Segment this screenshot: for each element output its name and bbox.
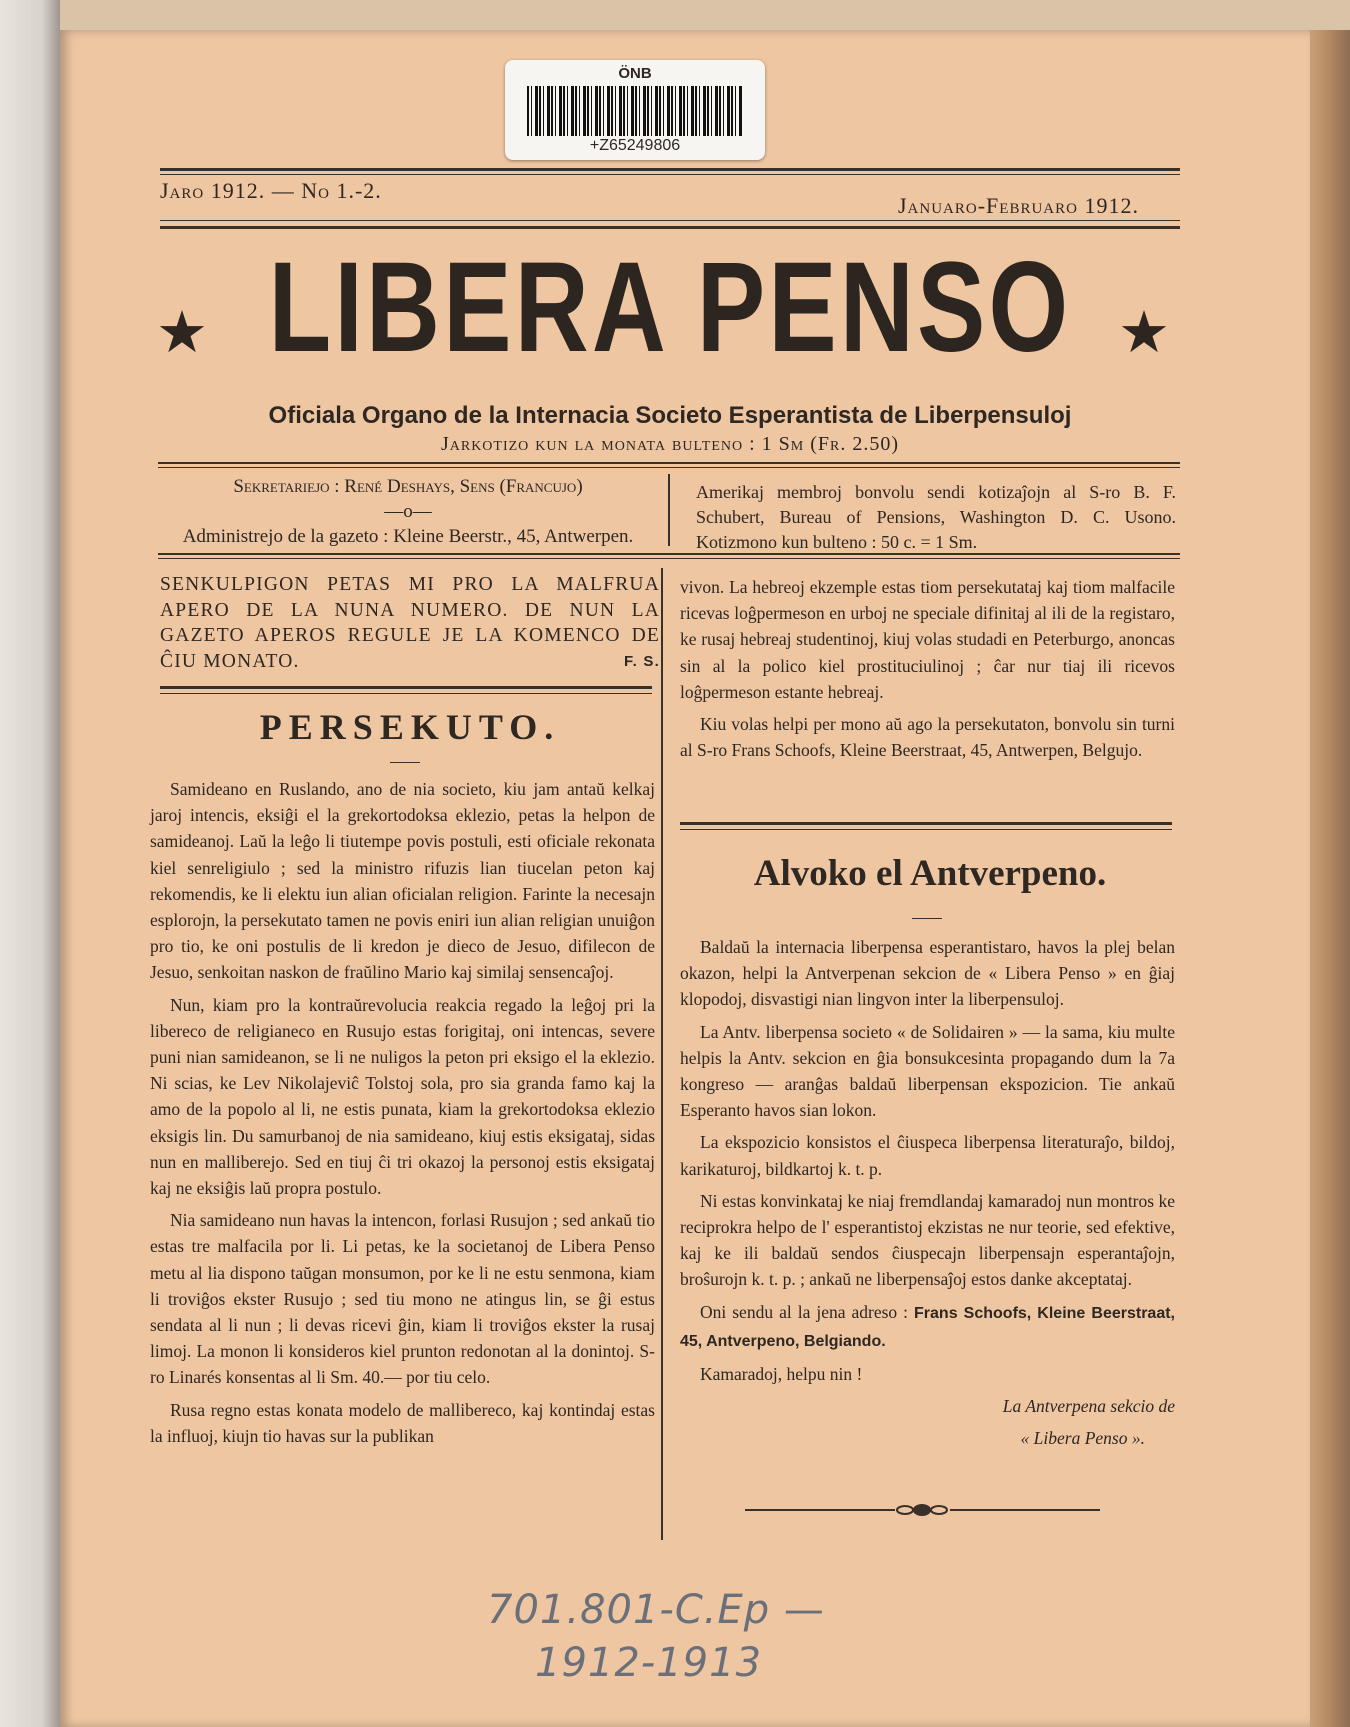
article2-title: Alvoko el Antverpeno.: [753, 853, 1107, 894]
handwritten-shelfmark: 701.801-C.Ep —: [487, 1587, 825, 1633]
article2-rule-thin: [680, 829, 1172, 830]
barcode-icon: [527, 86, 743, 136]
administration-line: Administrejo de la gazeto : Kleine Beerstr., 45, Antwerpen.: [182, 526, 634, 547]
info-rule-bottom-thin: [158, 558, 1180, 559]
article1-dash: [390, 762, 420, 763]
header-rule-top: [160, 168, 1180, 171]
article1-rule: [160, 686, 652, 689]
address: Frans Schoofs, Kleine Beerstraat, 45, Antverpeno, Belgiando.: [680, 1304, 1175, 1350]
article2-paragraph: La Antv. liberpensa societo « de Solidairen » — la sama, kiu multe helpis la Antv. sekcion en ĝia bonsukcesinta propagando dum la 7a kongreso — aranĝas baldaŭ liberpensan ekspozicion. Tie ankaŭ Esperanto havos sian lokon.: [680, 1021, 1175, 1121]
header-rule-bottom: [160, 226, 1180, 229]
handwritten-years: 1912-1913: [535, 1640, 763, 1686]
library-barcode-label: [505, 60, 765, 160]
header-rule-top-thin: [160, 174, 1180, 175]
article2-signature-1: La Antverpena sekcio de: [1002, 1396, 1175, 1417]
info-rule-bottom: [158, 553, 1180, 555]
star-icon-right: ★: [1118, 300, 1170, 365]
article1-title: PERSEKUTO.: [259, 707, 561, 747]
info-rule-top-thin: [158, 467, 1180, 468]
issue-number: Jaro 1912. — No 1.-2.: [160, 178, 382, 203]
article1-paragraph: Kiu volas helpi per mono aŭ ago la persekutaton, bonvolu sin turni al S-ro Frans Schoofs, Kleine Beerstraat, 45, Antwerpen, Belgujo.: [680, 714, 1175, 761]
barcode-number: +Z65249806: [589, 137, 681, 154]
article1-paragraph: Nun, kiam pro la kontraŭrevolucia reakcia regado la leĝoj pri la libereco de religianeco en Rusujo estas forigitaj, oni intencas, severe puni nian samideanon, se li ne nuligos la peton pri eksigo el la eklezio. Ni scias, ke Lev Nikolajeviĉ Tolstoj sola, pro sia granda famo kaj la amo de la popolo al li, ne estis punata, kiam la grekortodoksa eklezio eksigis lin. Du samurbanoj de nia samideano, kiuj estis eksigataj, sidas nun en malliberejo. Sed en tiuj ĉi tri okazoj la personoj estis eksigataj kaj ne eksiĝis laŭ propra postulo.: [150, 994, 655, 1199]
article1-paragraph: Rusa regno estas konata modelo de mallibereco, kaj kontindaj estas la influoj, kiujn tio havas sur la publikan: [150, 1399, 655, 1446]
column-divider: [661, 568, 663, 1540]
article2-body: [680, 934, 1175, 1458]
address-intro: Oni sendu al la jena adreso :: [700, 1301, 909, 1322]
article2-dash: [912, 918, 942, 919]
info-left-box: [158, 474, 658, 549]
secretary-line: Sekretariejo : René Deshays, Sens (Francujo): [233, 476, 583, 497]
article2-rule: [680, 822, 1172, 825]
article2-address-paragraph: [680, 1299, 1175, 1355]
info-divider: [668, 474, 670, 546]
page-edge: [1310, 30, 1350, 1727]
apology-notice: [160, 572, 660, 674]
star-icon-left: ★: [156, 300, 208, 365]
info-rule-top: [158, 462, 1180, 464]
article1-paragraph: Samideano en Ruslando, ano de nia societo, kiu jam antaŭ kelkaj jaroj intencis, eksiĝi el la grekortodoksa eklezio, petas la helpon de samideanoj. Laŭ la leĝo li tiutempe povis postuli, esti oficiale rekonata kiel senreligiulo ; sed la ministro rifuzis lian tiucelan peton kaj rekomendis, ke li elektu iun alian oficialan religion. Farinte la necesajn esplorojn, la persekutato tamen ne povis eniri iun alian religian unuiĝon pro tio, ke oni postulis de li kredon je dieco de Jesuo, difilecon de Jesuo, senkoitan naskon de fraŭlino Mario kaj similaj sensencaĵoj.: [150, 779, 655, 983]
info-right-text: Amerikaj membroj bonvolu sendi kotizaĵojn al S-ro B. F. Schubert, Bureau of Pensions, Washington D. C. Usono. Kotizmono kun bulteno : 50 c. = 1 Sm.: [696, 482, 1176, 552]
library-name: ÖNB: [618, 65, 652, 82]
subtitle: Oficiala Organo de la Internacia Societo Esperantista de Liberpensuloj: [268, 402, 1072, 429]
article2-signature-2: « Libera Penso ».: [1020, 1428, 1145, 1449]
header-rule-bottom-thin: [160, 220, 1180, 221]
article1-rule-thin: [160, 693, 652, 694]
newspaper-title: LIBERA PENSO: [268, 236, 1072, 379]
article1-continued: [680, 574, 1175, 769]
article2-paragraph: Ni estas konvinkataj ke niaj fremdlandaj kamaradoj nun montros ke reciprokra helpo de l' esperantistoj ekzistas ne nur teorie, sed efektive, kaj ke ili baldaŭ sendos ĉiuspecajn liberpensajn esperantaĵojn, broŝurojn k. t. p. ; ankaŭ ne liberpensaĵoj estos danke akceptataj.: [680, 1190, 1175, 1290]
article1-body: [150, 776, 655, 1455]
article2-closing: Kamaradoj, helpu nin !: [700, 1364, 863, 1385]
info-separator: —o—: [384, 501, 432, 522]
article2-paragraph: Baldaŭ la internacia liberpensa esperantistaro, havos la plej belan okazon, helpi la Antverpenan sekcion de « Libera Penso » en ĝiaj klopodoj, disvastigi nian lingvon inter la liberpensuloj.: [680, 937, 1175, 1010]
subscription-line: Jarkotizo kun la monata bulteno : 1 Sm (Fr. 2.50): [440, 433, 900, 455]
book-binding: [0, 0, 60, 1727]
notice-text: SENKULPIGON PETAS MI PRO LA MALFRUA APERO DE LA NUNA NUMERO. DE NUN LA GAZETO APEROS REGULE JE LA KOMENCO DE ĈIU MONATO.: [160, 574, 660, 672]
notice-signature: F. S.: [623, 652, 660, 670]
article1-paragraph: Nia samideano nun havas la intencon, forlasi Rusujon ; sed ankaŭ tio estas tre malfacila por li. Li petas, ke la societanoj de Libera Penso metu al lia dispono taŭgan monsumon, por ke li ne estu senmona, kiam li troviĝos ekster Rusujo ; sed tiu mono ne atingus lin, se ĝi estus sendata al li nun ; li devas ricevi ĝin, kiam li troviĝos ekster la rusaj limoj. La monon li konsideros kiel prunton redonotan al la donintoj. S-ro Linarés konsentas al li Sm. 40.— por tiu celo.: [150, 1210, 655, 1388]
issue-date: Januaro-Februaro 1912.: [898, 193, 1139, 218]
ornament-divider-icon: [745, 1500, 1100, 1520]
article2-paragraph: La ekspozicio konsistos el ĉiuspeca liberpensa literaturaĵo, bildoj, karikaturoj, bildkartoj k. t. p.: [680, 1132, 1175, 1179]
article1-paragraph: vivon. La hebreoj ekzemple estas tiom persekutataj kaj tiom malfacile ricevas loĝpermeson en urboj ne speciale difinitaj al ili de la registaro, ke rusaj hebreaj studentinoj, kiuj volas studadi en Peterburgo, anoncas sin al la polico kiel prostituciulinoj ; ĉar nur tiaj ili ricevos loĝpermeson estante hebreaj.: [680, 577, 1175, 702]
